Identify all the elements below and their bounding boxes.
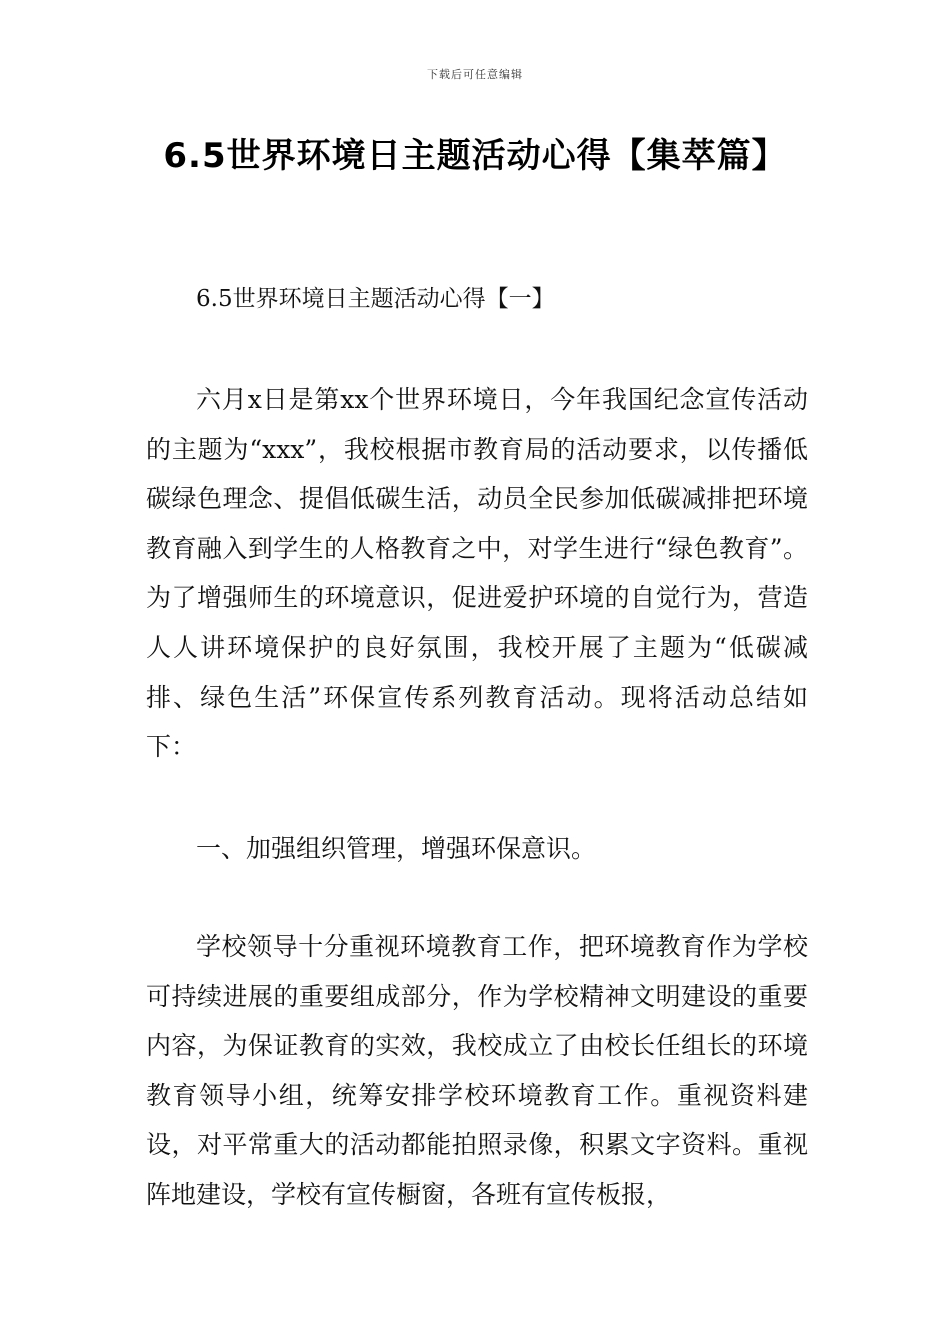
- paragraph-intro: 六月x日是第xx个世界环境日，今年我国纪念宣传活动的主题为“xxx”，我校根据市教育局的活动要求，以传播低碳绿色理念、提倡低碳生活，动员全民参加低碳减排把环境教育融入到学生的人格教育之中，对学生进行“绿色教育”。为了增强师生的环境意识，促进爱护环境的自觉行为，营造人人讲环境保护的良好氛围，我校开展了主题为“低碳减排、绿色生活”环保宣传系列教育活动。现将活动总结如下：: [146, 385, 808, 762]
- paragraph-body: 学校领导十分重视环境教育工作，把环境教育作为学校可持续进展的重要组成部分，作为学校精神文明建设的重要内容，为保证教育的实效，我校成立了由校长任组长的环境教育领导小组，统筹安排学校环境教育工作。重视资料建设，对平常重大的活动都能拍照录像，积累文字资料。重视阵地建设，学校有宣传橱窗，各班有宣传板报，: [146, 932, 808, 1209]
- document-title: 6.5世界环境日主题活动心得【集萃篇】: [163, 136, 787, 176]
- header-note: 下载后可任意编辑: [427, 68, 523, 81]
- section-heading: 6.5世界环境日主题活动心得【一】: [196, 286, 555, 312]
- paragraph-subheading: 一、加强组织管理，增强环保意识。: [196, 834, 597, 863]
